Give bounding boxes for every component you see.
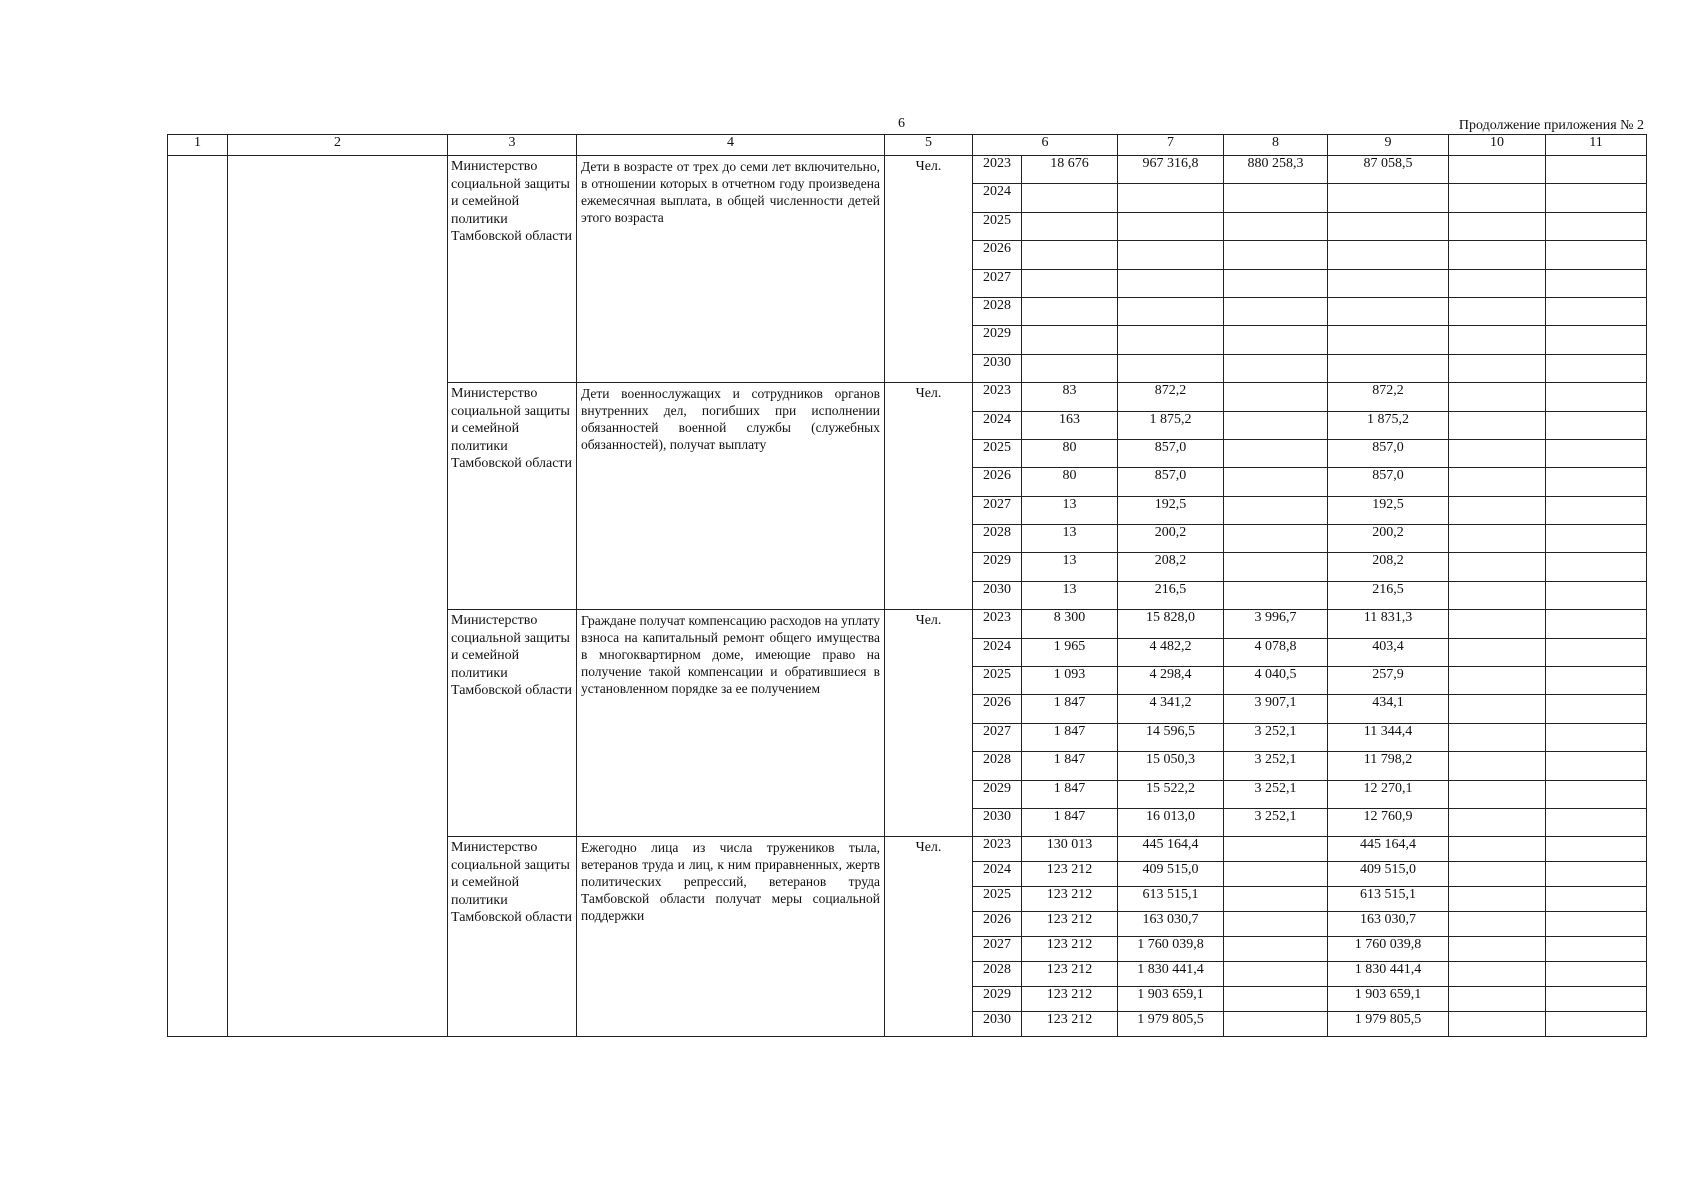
year-cell: 2026 bbox=[973, 468, 1022, 496]
col11-cell bbox=[1546, 887, 1647, 912]
col11-cell bbox=[1546, 354, 1647, 382]
value-cell bbox=[1118, 354, 1224, 382]
value-cell: 15 050,3 bbox=[1118, 752, 1224, 780]
value-cell bbox=[1118, 212, 1224, 240]
value-cell bbox=[1022, 184, 1118, 212]
value-cell: 409 515,0 bbox=[1118, 862, 1224, 887]
col10-cell bbox=[1449, 638, 1546, 666]
value-cell bbox=[1118, 297, 1224, 325]
year-cell: 2023 bbox=[973, 610, 1022, 638]
col10-cell bbox=[1449, 723, 1546, 751]
col11-cell bbox=[1546, 986, 1647, 1011]
col11-cell bbox=[1546, 1011, 1647, 1036]
value-cell bbox=[1224, 383, 1328, 411]
value-cell bbox=[1328, 354, 1449, 382]
unit-cell: Чел. bbox=[885, 837, 973, 1036]
col11-cell bbox=[1546, 667, 1647, 695]
value-cell: 80 bbox=[1022, 468, 1118, 496]
value-cell: 3 252,1 bbox=[1224, 752, 1328, 780]
value-cell: 11 344,4 bbox=[1328, 723, 1449, 751]
year-cell: 2027 bbox=[973, 936, 1022, 961]
col11-cell bbox=[1546, 439, 1647, 467]
table-row bbox=[168, 156, 1647, 184]
col11-cell bbox=[1546, 936, 1647, 961]
col10-cell bbox=[1449, 887, 1546, 912]
year-cell: 2027 bbox=[973, 269, 1022, 297]
year-cell: 2027 bbox=[973, 496, 1022, 524]
value-cell: 14 596,5 bbox=[1118, 723, 1224, 751]
value-cell: 16 013,0 bbox=[1118, 808, 1224, 836]
value-cell bbox=[1224, 912, 1328, 937]
value-cell bbox=[1118, 184, 1224, 212]
value-cell bbox=[1224, 241, 1328, 269]
value-cell: 123 212 bbox=[1022, 862, 1118, 887]
value-cell bbox=[1224, 468, 1328, 496]
value-cell bbox=[1022, 354, 1118, 382]
col10-cell bbox=[1449, 156, 1546, 184]
value-cell: 11 831,3 bbox=[1328, 610, 1449, 638]
value-cell bbox=[1328, 297, 1449, 325]
year-cell: 2023 bbox=[973, 383, 1022, 411]
value-cell: 200,2 bbox=[1118, 525, 1224, 553]
value-cell: 192,5 bbox=[1118, 496, 1224, 524]
year-cell: 2028 bbox=[973, 961, 1022, 986]
value-cell: 216,5 bbox=[1118, 581, 1224, 609]
page-number: 6 bbox=[898, 116, 905, 131]
value-cell: 15 522,2 bbox=[1118, 780, 1224, 808]
value-cell: 123 212 bbox=[1022, 887, 1118, 912]
value-cell bbox=[1224, 212, 1328, 240]
value-cell: 857,0 bbox=[1118, 439, 1224, 467]
value-cell bbox=[1224, 326, 1328, 354]
column-number-row bbox=[168, 135, 1647, 156]
year-cell: 2023 bbox=[973, 837, 1022, 862]
col11-cell bbox=[1546, 862, 1647, 887]
col10-cell bbox=[1449, 326, 1546, 354]
value-cell bbox=[1224, 496, 1328, 524]
value-cell: 1 760 039,8 bbox=[1328, 936, 1449, 961]
col11-cell bbox=[1546, 241, 1647, 269]
col11-cell bbox=[1546, 496, 1647, 524]
col11-cell bbox=[1546, 212, 1647, 240]
value-cell: 13 bbox=[1022, 581, 1118, 609]
executor-cell: Министерство социальной защиты и семейной политики Тамбовской области bbox=[448, 156, 577, 383]
year-cell: 2023 bbox=[973, 156, 1022, 184]
value-cell: 1 965 bbox=[1022, 638, 1118, 666]
value-cell: 3 996,7 bbox=[1224, 610, 1328, 638]
value-cell: 1 875,2 bbox=[1118, 411, 1224, 439]
col10-cell bbox=[1449, 525, 1546, 553]
year-cell: 2025 bbox=[973, 667, 1022, 695]
indicator-description: Ежегодно лица из числа тружеников тыла, ветеранов труда и лиц, к ним приравненных, жертв политических репрессий, ветеранов труда Тамбовской области получат меры социальной поддержки bbox=[577, 837, 885, 1036]
year-cell: 2028 bbox=[973, 297, 1022, 325]
column-header: 4 bbox=[577, 135, 885, 156]
value-cell: 1 979 805,5 bbox=[1118, 1011, 1224, 1036]
year-cell: 2027 bbox=[973, 723, 1022, 751]
unit-cell: Чел. bbox=[885, 610, 973, 837]
col10-cell bbox=[1449, 780, 1546, 808]
value-cell: 3 252,1 bbox=[1224, 780, 1328, 808]
col11-cell bbox=[1546, 723, 1647, 751]
col11-cell bbox=[1546, 780, 1647, 808]
col11-cell bbox=[1546, 695, 1647, 723]
year-cell: 2025 bbox=[973, 212, 1022, 240]
column-header: 1 bbox=[168, 135, 228, 156]
year-cell: 2026 bbox=[973, 695, 1022, 723]
column-header: 7 bbox=[1118, 135, 1224, 156]
value-cell bbox=[1224, 581, 1328, 609]
col10-cell bbox=[1449, 297, 1546, 325]
column-header: 9 bbox=[1328, 135, 1449, 156]
col10-cell bbox=[1449, 383, 1546, 411]
col11-cell bbox=[1546, 553, 1647, 581]
col11-cell bbox=[1546, 326, 1647, 354]
year-cell: 2024 bbox=[973, 184, 1022, 212]
value-cell: 3 252,1 bbox=[1224, 723, 1328, 751]
value-cell bbox=[1224, 525, 1328, 553]
value-cell: 872,2 bbox=[1328, 383, 1449, 411]
value-cell: 208,2 bbox=[1118, 553, 1224, 581]
col10-cell bbox=[1449, 752, 1546, 780]
value-cell: 123 212 bbox=[1022, 936, 1118, 961]
value-cell: 123 212 bbox=[1022, 986, 1118, 1011]
value-cell: 1 903 659,1 bbox=[1328, 986, 1449, 1011]
value-cell bbox=[1224, 553, 1328, 581]
value-cell: 1 875,2 bbox=[1328, 411, 1449, 439]
col10-cell bbox=[1449, 439, 1546, 467]
column-header: 2 bbox=[228, 135, 448, 156]
value-cell: 857,0 bbox=[1328, 468, 1449, 496]
value-cell: 613 515,1 bbox=[1328, 887, 1449, 912]
col10-cell bbox=[1449, 936, 1546, 961]
value-cell: 967 316,8 bbox=[1118, 156, 1224, 184]
year-cell: 2030 bbox=[973, 1011, 1022, 1036]
value-cell: 13 bbox=[1022, 553, 1118, 581]
indicator-description: Дети военнослужащих и сотрудников органов внутренних дел, погибших при исполнении обязанностей военной службы (служебных обязанностей), получат выплату bbox=[577, 383, 885, 610]
value-cell: 1 847 bbox=[1022, 695, 1118, 723]
year-cell: 2029 bbox=[973, 986, 1022, 1011]
value-cell: 1 093 bbox=[1022, 667, 1118, 695]
value-cell: 1 847 bbox=[1022, 723, 1118, 751]
value-cell: 1 979 805,5 bbox=[1328, 1011, 1449, 1036]
col11-cell bbox=[1546, 912, 1647, 937]
year-cell: 2030 bbox=[973, 354, 1022, 382]
value-cell bbox=[1328, 212, 1449, 240]
year-cell: 2028 bbox=[973, 752, 1022, 780]
value-cell: 403,4 bbox=[1328, 638, 1449, 666]
year-cell: 2026 bbox=[973, 912, 1022, 937]
col10-cell bbox=[1449, 912, 1546, 937]
executor-cell: Министерство социальной защиты и семейной политики Тамбовской области bbox=[448, 383, 577, 610]
year-cell: 2026 bbox=[973, 241, 1022, 269]
col10-cell bbox=[1449, 411, 1546, 439]
col10-cell bbox=[1449, 862, 1546, 887]
column-header: 5 bbox=[885, 135, 973, 156]
value-cell bbox=[1328, 269, 1449, 297]
value-cell: 13 bbox=[1022, 496, 1118, 524]
value-cell: 163 030,7 bbox=[1328, 912, 1449, 937]
value-cell: 1 830 441,4 bbox=[1118, 961, 1224, 986]
value-cell bbox=[1224, 1011, 1328, 1036]
value-cell: 1 903 659,1 bbox=[1118, 986, 1224, 1011]
value-cell: 3 252,1 bbox=[1224, 808, 1328, 836]
value-cell: 80 bbox=[1022, 439, 1118, 467]
column-header: 6 bbox=[973, 135, 1118, 156]
value-cell: 18 676 bbox=[1022, 156, 1118, 184]
value-cell bbox=[1224, 439, 1328, 467]
value-cell bbox=[1118, 269, 1224, 297]
value-cell bbox=[1328, 241, 1449, 269]
col10-cell bbox=[1449, 667, 1546, 695]
column-header: 11 bbox=[1546, 135, 1647, 156]
value-cell bbox=[1022, 212, 1118, 240]
col11-cell bbox=[1546, 184, 1647, 212]
column-header: 8 bbox=[1224, 135, 1328, 156]
value-cell: 163 030,7 bbox=[1118, 912, 1224, 937]
value-cell bbox=[1022, 269, 1118, 297]
value-cell: 257,9 bbox=[1328, 667, 1449, 695]
value-cell: 445 164,4 bbox=[1328, 837, 1449, 862]
value-cell: 613 515,1 bbox=[1118, 887, 1224, 912]
value-cell bbox=[1224, 837, 1328, 862]
value-cell bbox=[1224, 961, 1328, 986]
year-cell: 2025 bbox=[973, 439, 1022, 467]
col11-cell bbox=[1546, 610, 1647, 638]
value-cell: 12 270,1 bbox=[1328, 780, 1449, 808]
value-cell: 192,5 bbox=[1328, 496, 1449, 524]
indicator-description: Граждане получат компенсацию расходов на уплату взноса на капитальный ремонт общего имущества в многоквартирном доме, имеющие право на получение такой компенсации и обратившиеся в установленном порядке за ее получением bbox=[577, 610, 885, 837]
value-cell bbox=[1328, 184, 1449, 212]
col11-cell bbox=[1546, 411, 1647, 439]
value-cell bbox=[1224, 986, 1328, 1011]
value-cell: 83 bbox=[1022, 383, 1118, 411]
col2-cell bbox=[228, 156, 448, 1037]
col11-cell bbox=[1546, 156, 1647, 184]
col10-cell bbox=[1449, 986, 1546, 1011]
value-cell: 3 907,1 bbox=[1224, 695, 1328, 723]
value-cell: 13 bbox=[1022, 525, 1118, 553]
col10-cell bbox=[1449, 610, 1546, 638]
col11-cell bbox=[1546, 808, 1647, 836]
value-cell: 208,2 bbox=[1328, 553, 1449, 581]
column-header: 3 bbox=[448, 135, 577, 156]
value-cell: 130 013 bbox=[1022, 837, 1118, 862]
year-cell: 2029 bbox=[973, 780, 1022, 808]
continuation-label: Продолжение приложения № 2 bbox=[1458, 118, 1644, 133]
value-cell: 123 212 bbox=[1022, 1011, 1118, 1036]
col10-cell bbox=[1449, 1011, 1546, 1036]
value-cell: 1 760 039,8 bbox=[1118, 936, 1224, 961]
value-cell bbox=[1224, 297, 1328, 325]
value-cell: 8 300 bbox=[1022, 610, 1118, 638]
value-cell: 4 078,8 bbox=[1224, 638, 1328, 666]
value-cell bbox=[1328, 326, 1449, 354]
value-cell: 872,2 bbox=[1118, 383, 1224, 411]
executor-cell: Министерство социальной защиты и семейной политики Тамбовской области bbox=[448, 610, 577, 837]
value-cell: 445 164,4 bbox=[1118, 837, 1224, 862]
year-cell: 2024 bbox=[973, 638, 1022, 666]
value-cell bbox=[1224, 411, 1328, 439]
value-cell bbox=[1224, 887, 1328, 912]
col10-cell bbox=[1449, 354, 1546, 382]
value-cell bbox=[1118, 241, 1224, 269]
value-cell bbox=[1022, 241, 1118, 269]
program-table bbox=[167, 134, 1647, 1037]
value-cell bbox=[1022, 297, 1118, 325]
year-cell: 2030 bbox=[973, 808, 1022, 836]
value-cell: 123 212 bbox=[1022, 961, 1118, 986]
value-cell: 857,0 bbox=[1118, 468, 1224, 496]
value-cell bbox=[1022, 326, 1118, 354]
value-cell: 1 847 bbox=[1022, 808, 1118, 836]
col11-cell bbox=[1546, 961, 1647, 986]
year-cell: 2029 bbox=[973, 326, 1022, 354]
value-cell bbox=[1118, 326, 1224, 354]
value-cell: 434,1 bbox=[1328, 695, 1449, 723]
value-cell: 123 212 bbox=[1022, 912, 1118, 937]
col10-cell bbox=[1449, 269, 1546, 297]
indicator-description: Дети в возрасте от трех до семи лет включительно, в отношении которых в отчетном году произведена ежемесячная выплата, в общей численности детей этого возраста bbox=[577, 156, 885, 383]
value-cell: 4 482,2 bbox=[1118, 638, 1224, 666]
year-cell: 2024 bbox=[973, 411, 1022, 439]
year-cell: 2028 bbox=[973, 525, 1022, 553]
value-cell: 880 258,3 bbox=[1224, 156, 1328, 184]
value-cell: 87 058,5 bbox=[1328, 156, 1449, 184]
col11-cell bbox=[1546, 837, 1647, 862]
col10-cell bbox=[1449, 808, 1546, 836]
col10-cell bbox=[1449, 581, 1546, 609]
col10-cell bbox=[1449, 961, 1546, 986]
col11-cell bbox=[1546, 383, 1647, 411]
value-cell: 12 760,9 bbox=[1328, 808, 1449, 836]
value-cell: 4 298,4 bbox=[1118, 667, 1224, 695]
value-cell: 409 515,0 bbox=[1328, 862, 1449, 887]
value-cell bbox=[1224, 936, 1328, 961]
col10-cell bbox=[1449, 468, 1546, 496]
unit-cell: Чел. bbox=[885, 156, 973, 383]
col11-cell bbox=[1546, 297, 1647, 325]
col11-cell bbox=[1546, 752, 1647, 780]
value-cell: 1 847 bbox=[1022, 780, 1118, 808]
col11-cell bbox=[1546, 581, 1647, 609]
col10-cell bbox=[1449, 212, 1546, 240]
executor-cell: Министерство социальной защиты и семейной политики Тамбовской области bbox=[448, 837, 577, 1036]
col10-cell bbox=[1449, 496, 1546, 524]
col1-cell bbox=[168, 156, 228, 1037]
value-cell bbox=[1224, 269, 1328, 297]
value-cell: 857,0 bbox=[1328, 439, 1449, 467]
year-cell: 2025 bbox=[973, 887, 1022, 912]
col11-cell bbox=[1546, 468, 1647, 496]
col10-cell bbox=[1449, 837, 1546, 862]
value-cell bbox=[1224, 354, 1328, 382]
col10-cell bbox=[1449, 553, 1546, 581]
col10-cell bbox=[1449, 241, 1546, 269]
value-cell: 163 bbox=[1022, 411, 1118, 439]
value-cell: 11 798,2 bbox=[1328, 752, 1449, 780]
value-cell: 15 828,0 bbox=[1118, 610, 1224, 638]
value-cell: 4 040,5 bbox=[1224, 667, 1328, 695]
value-cell bbox=[1224, 862, 1328, 887]
value-cell: 216,5 bbox=[1328, 581, 1449, 609]
value-cell: 200,2 bbox=[1328, 525, 1449, 553]
unit-cell: Чел. bbox=[885, 383, 973, 610]
col10-cell bbox=[1449, 184, 1546, 212]
value-cell: 1 847 bbox=[1022, 752, 1118, 780]
value-cell: 1 830 441,4 bbox=[1328, 961, 1449, 986]
col11-cell bbox=[1546, 269, 1647, 297]
col11-cell bbox=[1546, 525, 1647, 553]
col10-cell bbox=[1449, 695, 1546, 723]
column-header: 10 bbox=[1449, 135, 1546, 156]
value-cell bbox=[1224, 184, 1328, 212]
year-cell: 2030 bbox=[973, 581, 1022, 609]
value-cell: 4 341,2 bbox=[1118, 695, 1224, 723]
year-cell: 2029 bbox=[973, 553, 1022, 581]
col11-cell bbox=[1546, 638, 1647, 666]
year-cell: 2024 bbox=[973, 862, 1022, 887]
